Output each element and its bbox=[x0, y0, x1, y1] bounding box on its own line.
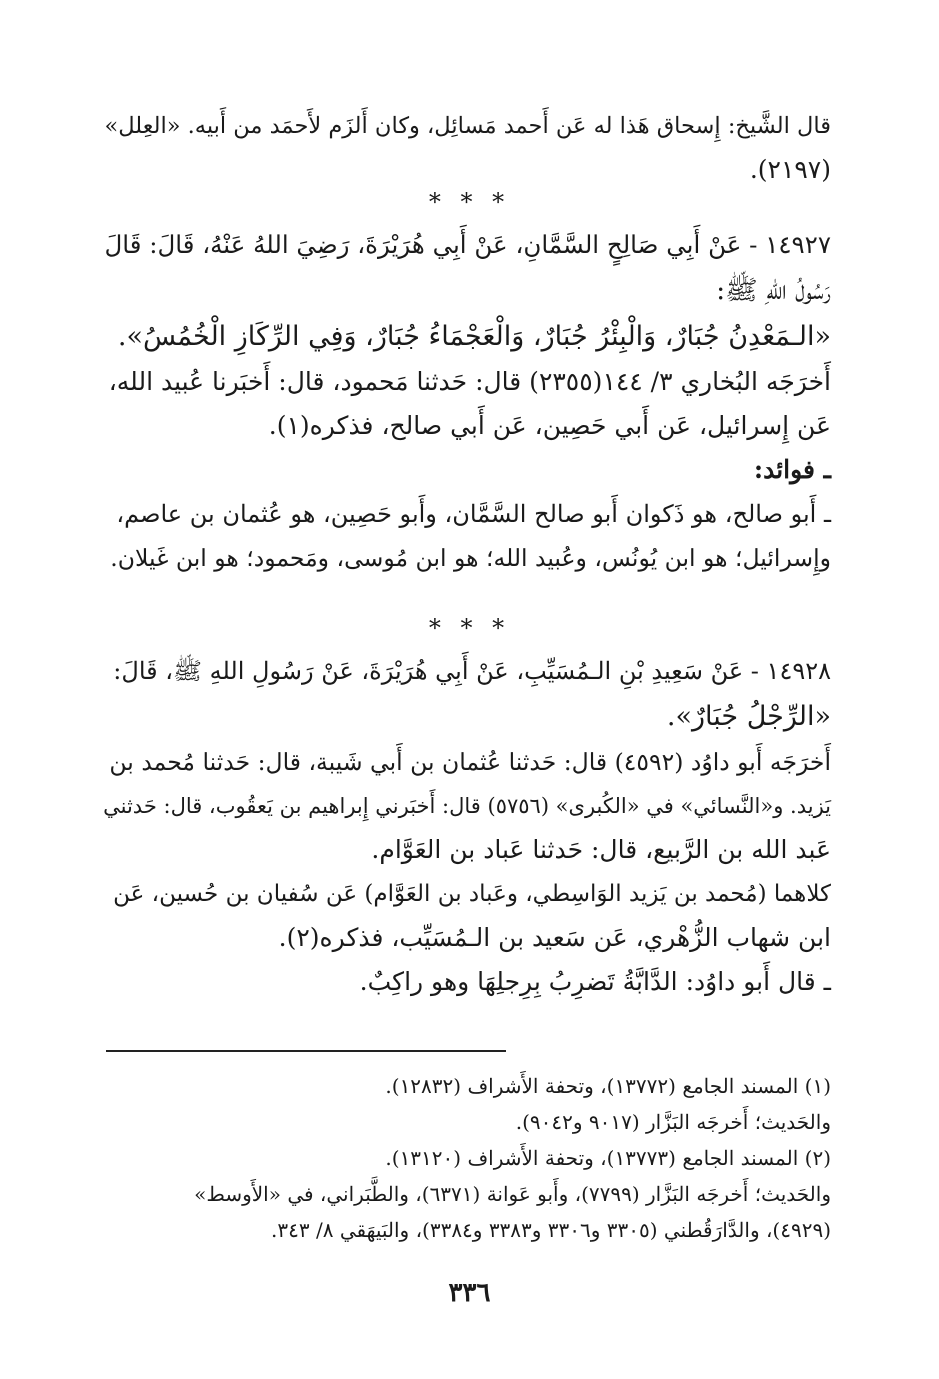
takhrij-line: أَخرَجَه أَبو داوُد (٤٥٩٢) قال: حَدثنا عُثمان بن أَبي شَيبة، قال: حَدثنا مُحمد بن bbox=[109, 748, 831, 776]
footnote-line: والحَديث؛ أَخرجَه البَزَّار (٩٠١٧ و٩٠٤٢). bbox=[515, 1110, 831, 1134]
footnote-line: (١) المسند الجامع (١٣٧٧٢)، وتحفة الأَشراف (١٢٨٣٢). bbox=[385, 1074, 831, 1098]
takhrij-line: عَبد الله بن الرَّبيع، قال: حَدثنا عَباد بن العَوَّام. bbox=[371, 835, 831, 864]
footnote-separator bbox=[106, 1050, 506, 1052]
text-line: قال الشَّيخ: إِسحاق هَذا له عَن أَحمد مَسائِل، وكان أَلزَم لأَحمَد من أَبيه. «العِلل» bbox=[104, 113, 831, 139]
footnote-line: (٢) المسند الجامع (١٣٧٧٣)، وتحفة الأَشراف (١٣١٢٠). bbox=[385, 1146, 831, 1170]
text-line: (٢١٩٧). bbox=[749, 155, 831, 184]
hadith-text-line: ١٤٩٢٨ - عَنْ سَعِيدِ بْنِ الـمُسَيِّبِ، عَنْ أَبِي هُرَيْرَةَ، عَنْ رَسُولِ اللهِ ﷺ، قَالَ: bbox=[113, 657, 831, 685]
hadith-text-line: ١٤٩٢٧ - عَنْ أَبِي صَالِحٍ السَّمَّانِ، عَنْ أَبِي هُرَيْرَةَ، رَضِيَ اللهُ عَنْهُ، قَالَ: قَالَ bbox=[104, 230, 831, 259]
hadith-14928 bbox=[103, 648, 831, 1004]
separator-stars: * * * bbox=[428, 614, 511, 642]
hadith-text-line: «الرِّجْلُ جُبَارٌ». bbox=[666, 701, 831, 732]
intro-paragraph bbox=[103, 104, 831, 192]
footnote-line: والحَديث؛ أَخرجَه البَزَّار (٧٧٩٩)، وأَبو عَوانة (٦٣٧١)، والطَّبَراني، في «الأَوسط» bbox=[194, 1182, 831, 1206]
fawaid-line: وإِسرائيل؛ هو ابن يُونُس، وعُبيد الله؛ هو ابن مُوسى، ومَحمود؛ هو ابن غَيلان. bbox=[110, 544, 831, 572]
note-line: ـ قال أَبو داوُد: الدَّابَّةُ تَضرِبُ بِرِجلِهَا وهو راكِبٌ. bbox=[359, 967, 831, 996]
hadith-text-line: رَسُولُ اللهِ ﷺ: bbox=[716, 275, 831, 306]
footnote-line: (٤٩٢٩)، والدَّارَقُطني (٣٣٠٥ و٣٣٠٦ و٣٣٨٣ و٣٣٨٤)، والبَيهَقي ٨/ ٣٤٣. bbox=[271, 1218, 831, 1242]
takhrij-line: يَزيد. و«النَّسائي» في «الكُبرى» (٥٧٥٦) قال: أَخبَرني إِبراهيم بن يَعقُوب، قال: حَدثني bbox=[103, 794, 831, 818]
footnotes bbox=[103, 1068, 831, 1248]
hadith-text-line: «الـمَعْدِنُ جُبَارٌ، وَالْبِئْرُ جُبَارٌ، وَالْعَجْمَاءُ جُبَارٌ، وَفِي الرِّكَازِ الْخُمُسُ». bbox=[117, 321, 831, 352]
hadith-14927 bbox=[103, 222, 831, 580]
isnad-line: ابن شهاب الزُّهْري، عَن سَعيد بن الـمُسَيِّب، فذكره(٢). bbox=[278, 923, 831, 952]
page-number: ٣٣٦ bbox=[448, 1278, 491, 1308]
isnad-line: كلاهما (مُحمد بن يَزيد الوَاسِطي، وعَباد بن العَوَّام) عَن سُفيان بن حُسين، عَن bbox=[113, 881, 831, 907]
takhrij-line: أَخرَجَه البُخاري ٣/ ١٤٤(٢٣٥٥) قال: حَدثنا مَحمود، قال: أَخبَرنا عُبيد الله، bbox=[108, 367, 831, 396]
fawaid-heading: ـ فوائد: bbox=[753, 455, 831, 484]
fawaid-line: ـ أَبو صالح، هو ذَكوان أَبو صالح السَّمَّان، وأَبو حَصِين، هو عُثمان بن عاصم، bbox=[116, 500, 831, 528]
separator-stars: * * * bbox=[428, 188, 511, 216]
takhrij-line: عَن إِسرائيل، عَن أَبي حَصِين، عَن أَبي صالح، فذكره(١). bbox=[268, 411, 831, 440]
